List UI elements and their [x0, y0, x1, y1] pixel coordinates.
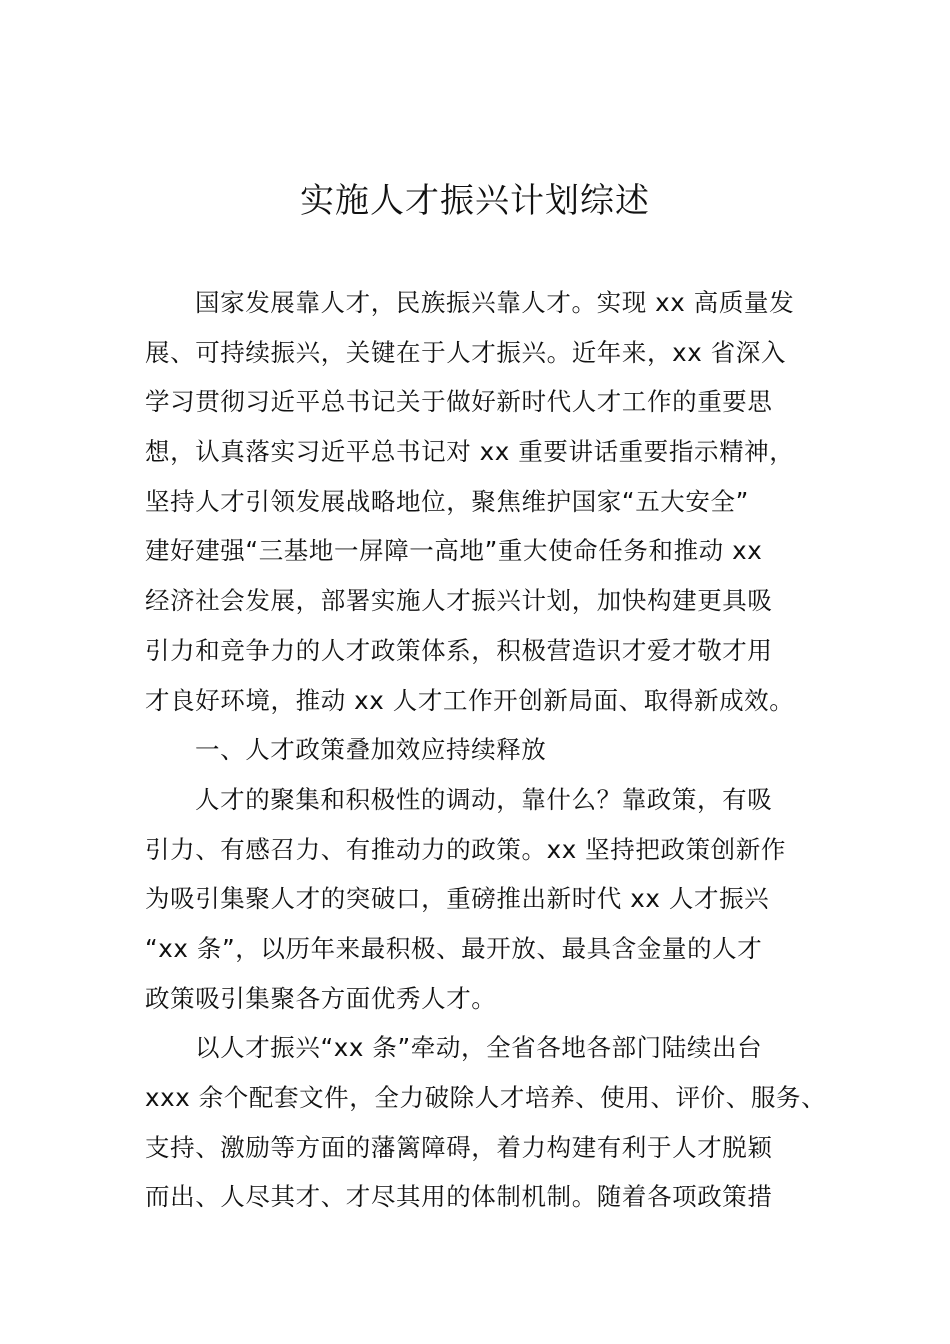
- paragraph-1-line-5: 坚持人才引领发展战略地位，聚焦维护国家“五大安全”: [145, 486, 749, 516]
- paragraph-1-line-8: 引力和竞争力的人才政策体系，积极营造识才爱才敬才用: [145, 635, 773, 665]
- paragraph-1-line-7: 经济社会发展，部署实施人才振兴计划，加快构建更具吸: [145, 586, 773, 616]
- paragraph-1-line-4: 想，认真落实习近平总书记对 xx 重要讲话重要指示精神，: [145, 437, 795, 467]
- paragraph-2-line-4: “xx 条”，以历年来最积极、最开放、最具含金量的人才: [145, 933, 763, 963]
- paragraph-2-line-1: 人才的聚集和积极性的调动，靠什么？靠政策，有吸: [195, 784, 773, 814]
- paragraph-1-line-9: 才良好环境，推动 xx 人才工作开创新局面、取得新成效。: [145, 685, 795, 715]
- paragraph-2-line-3: 为吸引集聚人才的突破口，重磅推出新时代 xx 人才振兴: [145, 884, 770, 914]
- paragraph-3-line-3: 支持、激励等方面的藩篱障碍，着力构建有利于人才脱颖: [145, 1132, 773, 1162]
- paragraph-1-line-1: 国家发展靠人才，民族振兴靠人才。实现 xx 高质量发: [195, 288, 795, 317]
- paragraph-1-line-6: 建好建强“三基地一屏障一高地”重大使命任务和推动 xx: [145, 536, 763, 566]
- paragraph-3-line-1: 以人才振兴“xx 条”牵动，全省各地各部门陆续出台: [195, 1033, 763, 1063]
- paragraph-2-line-5: 政策吸引集聚各方面优秀人才。: [145, 983, 497, 1013]
- paragraph-3-line-2: xxx 余个配套文件，全力破除人才培养、使用、评价、服务、: [145, 1083, 827, 1112]
- paragraph-1-line-3: 学习贯彻习近平总书记关于做好新时代人才工作的重要思: [145, 387, 773, 417]
- paragraph-1-line-2: 展、可持续振兴，关键在于人才振兴。近年来，xx 省深入: [145, 337, 786, 367]
- section-heading-1: 一、人才政策叠加效应持续释放: [195, 735, 547, 765]
- paragraph-3-line-4: 而出、人尽其才、才尽其用的体制机制。随着各项政策措: [145, 1182, 773, 1212]
- paragraph-2-line-2: 引力、有感召力、有推动力的政策。xx 坚持把政策创新作: [145, 834, 786, 864]
- document-title: 实施人才振兴计划综述: [300, 181, 650, 221]
- document-body: [145, 278, 825, 1222]
